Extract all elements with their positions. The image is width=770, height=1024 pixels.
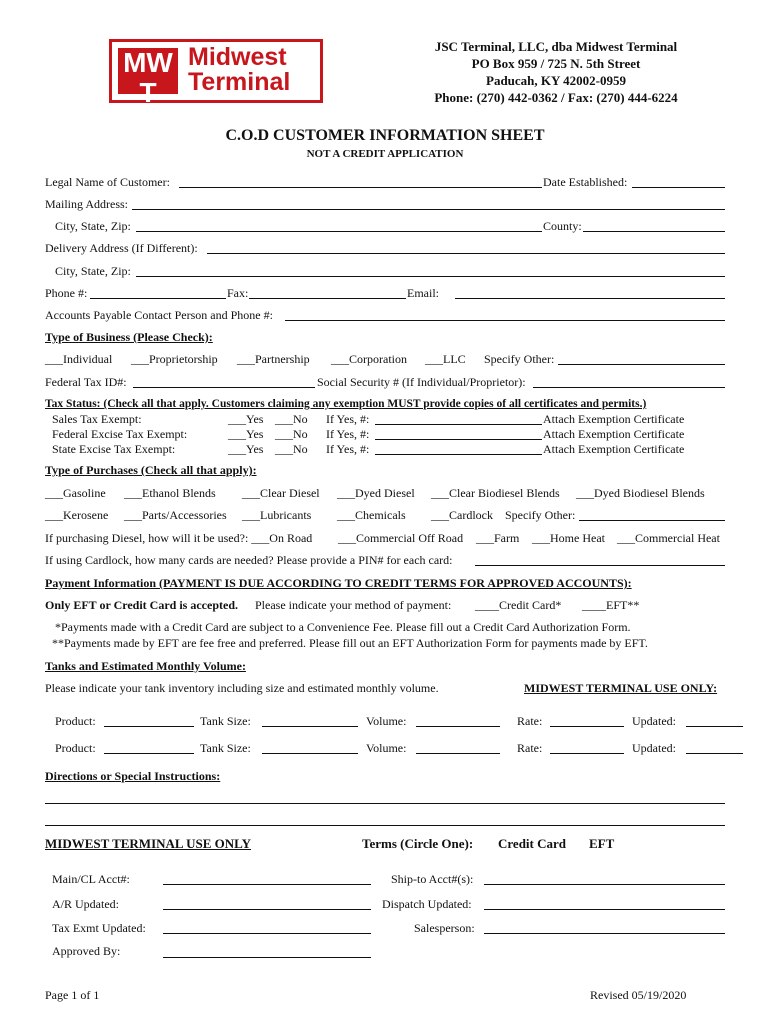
business-partnership-option[interactable]: ___Partnership xyxy=(237,352,310,366)
company-name: JSC Terminal, LLC, dba Midwest Terminal xyxy=(434,39,678,54)
page-subtitle: NOT A CREDIT APPLICATION xyxy=(306,148,464,160)
purchase-other-field[interactable] xyxy=(579,520,725,521)
purchase-lubricants-option[interactable]: ___Lubricants xyxy=(242,508,312,522)
tax-status-number-field[interactable] xyxy=(375,424,542,425)
tax-status-ifyes-label: If Yes, #: xyxy=(326,412,370,426)
tax-exmt-updated-label: Tax Exmt Updated: xyxy=(52,921,146,935)
ap-contact-label: Accounts Payable Contact Person and Phone #: xyxy=(45,308,273,322)
diesel-use-commercial-heat-option[interactable]: ___Commercial Heat xyxy=(617,531,720,545)
payment-indicate-text: Please indicate your method of payment: xyxy=(255,598,452,612)
salesperson-field[interactable] xyxy=(484,933,725,934)
purchase-dyed-bio-option[interactable]: ___Dyed Biodiesel Blends xyxy=(576,486,705,500)
tax-status-ifyes-label: If Yes, #: xyxy=(326,427,370,441)
ssn-field[interactable] xyxy=(533,387,725,388)
tank-updated-label: Updated: xyxy=(632,741,676,755)
delivery-city-field[interactable] xyxy=(136,276,725,277)
payment-credit-card-option[interactable]: ____Credit Card* xyxy=(475,598,562,612)
tax-status-number-field[interactable] xyxy=(375,454,542,455)
purchase-parts-option[interactable]: ___Parts/Accessories xyxy=(124,508,227,522)
company-logo xyxy=(109,39,323,108)
directions-heading: Directions or Special Instructions: xyxy=(45,769,221,783)
terms-label: Terms (Circle One): xyxy=(362,836,474,851)
phone-field[interactable] xyxy=(90,298,226,299)
ar-updated-field[interactable] xyxy=(163,909,371,910)
email-label: Email: xyxy=(407,286,439,300)
terms-credit-card-option[interactable]: Credit Card xyxy=(498,836,567,851)
main-acct-field[interactable] xyxy=(163,884,371,885)
tank-rate-field[interactable] xyxy=(550,726,624,727)
tanks-mt-use-heading: MIDWEST TERMINAL USE ONLY: xyxy=(524,681,718,695)
ssn-label: Social Security # (If Individual/Proprietor): xyxy=(317,375,526,389)
legal-name-label: Legal Name of Customer: xyxy=(45,175,170,189)
revision-date: Revised 05/19/2020 xyxy=(590,988,687,1002)
payment-eft-option[interactable]: ____EFT** xyxy=(582,598,640,612)
federal-tax-id-field[interactable] xyxy=(133,387,315,388)
payment-heading: Payment Information (PAYMENT IS DUE ACCORDING TO CREDIT TERMS FOR APPROVED ACCOUNTS): xyxy=(45,576,632,590)
tax-status-attach-note: Attach Exemption Certificate xyxy=(543,412,685,426)
salesperson-label: Salesperson: xyxy=(414,921,475,935)
county-field[interactable] xyxy=(583,231,725,232)
tanks-heading: Tanks and Estimated Monthly Volume: xyxy=(45,659,246,673)
purchase-dyed-diesel-option[interactable]: ___Dyed Diesel xyxy=(337,486,415,500)
business-proprietorship-option[interactable]: ___Proprietorship xyxy=(131,352,218,366)
tax-status-attach-note: Attach Exemption Certificate xyxy=(543,442,685,456)
tax-status-ifyes-label: If Yes, #: xyxy=(326,442,370,456)
tank-size-label: Tank Size: xyxy=(200,714,251,728)
tanks-instruction: Please indicate your tank inventory including size and estimated monthly volume. xyxy=(45,681,439,695)
tank-volume-label: Volume: xyxy=(366,741,407,755)
purchase-other-label: Specify Other: xyxy=(505,508,576,522)
tank-size-field[interactable] xyxy=(262,726,358,727)
mailing-address-label: Mailing Address: xyxy=(45,197,128,211)
cardlock-cards-label: If using Cardlock, how many cards are needed? Please provide a PIN# for each card: xyxy=(45,553,453,567)
federal-tax-id-label: Federal Tax ID#: xyxy=(45,375,127,389)
tax-status-no-option[interactable]: ___No xyxy=(275,427,308,441)
purchase-chemicals-option[interactable]: ___Chemicals xyxy=(337,508,406,522)
shipto-acct-label: Ship-to Acct#(s): xyxy=(391,872,474,886)
tax-status-no-option[interactable]: ___No xyxy=(275,442,308,456)
company-phone: Phone: (270) 442-0362 / Fax: (270) 444-6224 xyxy=(434,90,678,105)
diesel-use-off-road-option[interactable]: ___Commercial Off Road xyxy=(338,531,464,545)
business-llc-option[interactable]: ___LLC xyxy=(425,352,466,366)
payment-only-text: Only EFT or Credit Card is accepted. xyxy=(45,598,238,612)
approved-by-label: Approved By: xyxy=(52,944,121,958)
phone-label: Phone #: xyxy=(45,286,88,300)
payment-note-credit-card: *Payments made with a Credit Card are subject to a Convenience Fee. Please fill out a Credit Card Authorization Form. xyxy=(55,620,631,634)
tank-product-label: Product: xyxy=(55,714,96,728)
delivery-address-field[interactable] xyxy=(207,253,725,254)
city-state-zip-label: City, State, Zip: xyxy=(55,219,131,233)
payment-note-eft: **Payments made by EFT are fee free and preferred. Please fill out an EFT Authorization Form for payments made by EFT. xyxy=(52,636,648,650)
business-type-heading: Type of Business (Please Check): xyxy=(45,330,213,344)
tax-status-yes-option[interactable]: ___Yes xyxy=(228,427,264,441)
directions-line-1[interactable] xyxy=(45,803,725,804)
tank-rate-label: Rate: xyxy=(517,714,543,728)
business-other-field[interactable] xyxy=(558,364,725,365)
diesel-use-farm-option[interactable]: ___Farm xyxy=(476,531,520,545)
city-state-zip-field[interactable] xyxy=(136,231,542,232)
tax-status-label: State Excise Tax Exempt: xyxy=(52,442,176,456)
tax-status-heading: Tax Status: (Check all that apply. Customers claiming any exemption MUST provide copies of all certificates and permits.) xyxy=(45,398,647,410)
ap-contact-field[interactable] xyxy=(285,320,725,321)
tax-status-no-option[interactable]: ___No xyxy=(275,412,308,426)
date-established-field[interactable] xyxy=(632,187,725,188)
tank-volume-field[interactable] xyxy=(416,726,500,727)
tax-status-attach-note: Attach Exemption Certificate xyxy=(543,427,685,441)
tank-product-field[interactable] xyxy=(104,753,194,754)
tank-updated-field[interactable] xyxy=(686,726,743,727)
approved-by-field[interactable] xyxy=(163,957,371,958)
diesel-use-home-heat-option[interactable]: ___Home Heat xyxy=(532,531,605,545)
logo-mark: MW T xyxy=(118,48,178,94)
page-number: Page 1 of 1 xyxy=(45,988,100,1002)
tax-status-yes-option[interactable]: ___Yes xyxy=(228,412,264,426)
tank-rate-label: Rate: xyxy=(517,741,543,755)
purchase-clear-bio-option[interactable]: ___Clear Biodiesel Blends xyxy=(431,486,560,500)
delivery-city-label: City, State, Zip: xyxy=(55,264,131,278)
shipto-acct-field[interactable] xyxy=(484,884,725,885)
mailing-address-field[interactable] xyxy=(132,209,725,210)
tank-updated-field[interactable] xyxy=(686,753,743,754)
county-label: County: xyxy=(543,219,582,233)
logo-text-line2: Terminal xyxy=(188,68,291,96)
business-other-label: Specify Other: xyxy=(484,352,555,366)
purchase-cardlock-option[interactable]: ___Cardlock xyxy=(431,508,493,522)
tank-volume-label: Volume: xyxy=(366,714,407,728)
company-address2: Paducah, KY 42002-0959 xyxy=(486,73,626,88)
ar-updated-label: A/R Updated: xyxy=(52,897,119,911)
tax-exmt-updated-field[interactable] xyxy=(163,933,371,934)
dispatch-updated-label: Dispatch Updated: xyxy=(382,897,472,911)
legal-name-field[interactable] xyxy=(179,187,542,188)
business-corporation-option[interactable]: ___Corporation xyxy=(331,352,407,366)
tank-size-label: Tank Size: xyxy=(200,741,251,755)
tax-status-number-field[interactable] xyxy=(375,439,542,440)
tax-status-label: Federal Excise Tax Exempt: xyxy=(52,427,188,441)
tank-product-field[interactable] xyxy=(104,726,194,727)
date-established-label: Date Established: xyxy=(543,175,628,189)
terms-eft-option[interactable]: EFT xyxy=(589,836,615,851)
office-use-heading: MIDWEST TERMINAL USE ONLY xyxy=(45,836,252,851)
tank-product-label: Product: xyxy=(55,741,96,755)
email-field[interactable] xyxy=(455,298,725,299)
tank-updated-label: Updated: xyxy=(632,714,676,728)
delivery-address-label: Delivery Address (If Different): xyxy=(45,241,198,255)
purchase-kerosene-option[interactable]: ___Kerosene xyxy=(45,508,109,522)
dispatch-updated-field[interactable] xyxy=(484,909,725,910)
business-individual-option[interactable]: ___Individual xyxy=(45,352,113,366)
tank-rate-field[interactable] xyxy=(550,753,624,754)
diesel-use-on-road-option[interactable]: If purchasing Diesel, how will it be used?: ___On Road xyxy=(45,531,313,545)
tax-status-yes-option[interactable]: ___Yes xyxy=(228,442,264,456)
tank-volume-field[interactable] xyxy=(416,753,500,754)
logo-text-line1: Midwest xyxy=(188,43,287,71)
tank-size-field[interactable] xyxy=(262,753,358,754)
purchases-heading: Type of Purchases (Check all that apply): xyxy=(45,463,257,477)
directions-line-2[interactable] xyxy=(45,825,725,826)
main-acct-label: Main/CL Acct#: xyxy=(52,872,130,886)
purchase-gasoline-option[interactable]: ___Gasoline xyxy=(45,486,106,500)
purchase-clear-diesel-option[interactable]: ___Clear Diesel xyxy=(242,486,320,500)
page-title: C.O.D CUSTOMER INFORMATION SHEET xyxy=(225,127,545,144)
purchase-ethanol-option[interactable]: ___Ethanol Blends xyxy=(124,486,216,500)
tax-status-label: Sales Tax Exempt: xyxy=(52,412,142,426)
cardlock-cards-field[interactable] xyxy=(475,565,725,566)
fax-field[interactable] xyxy=(249,298,406,299)
fax-label: Fax: xyxy=(227,286,249,300)
company-address1: PO Box 959 / 725 N. 5th Street xyxy=(471,56,641,71)
